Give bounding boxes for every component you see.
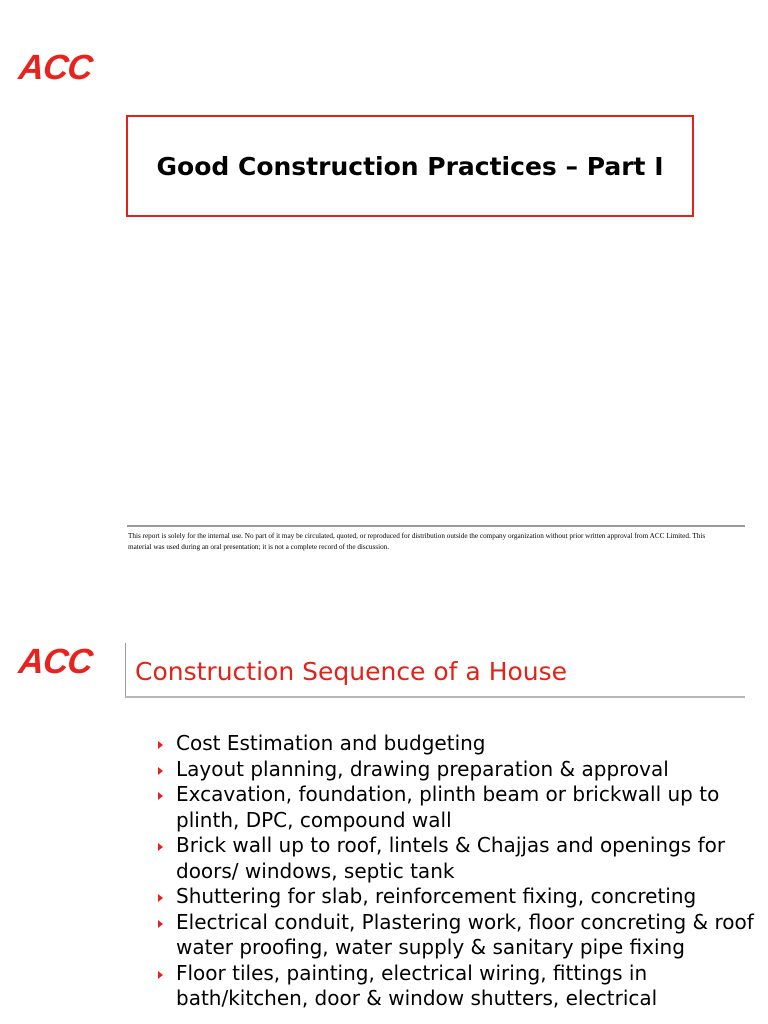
list-item-text: Floor tiles, painting, electrical wiring, fittings in bath/kitchen, door & window shutters, electrical	[176, 960, 658, 1010]
list-item-text: Electrical conduit, Plastering work, floor concreting & roof water proofing, water supply & sanitary pipe fixing	[176, 909, 754, 959]
list-item	[156, 833, 756, 884]
red-triangle-bullet-icon	[158, 843, 163, 851]
bullet-list	[156, 731, 756, 1012]
list-item	[156, 884, 756, 910]
red-triangle-bullet-icon	[158, 792, 163, 800]
list-item	[156, 757, 756, 783]
acc-logo: ACC	[16, 642, 94, 681]
list-item	[156, 782, 756, 833]
list-item-text: Brick wall up to roof, lintels & Chajjas and openings for doors/ windows, septic tank	[176, 833, 726, 883]
list-item-text: Shuttering for slab, reinforcement fixing, concreting	[176, 884, 697, 908]
red-triangle-bullet-icon	[158, 894, 163, 902]
slide-title: Good Construction Practices – Part I	[156, 151, 664, 181]
red-triangle-bullet-icon	[158, 920, 163, 928]
list-item-text: Cost Estimation and budgeting	[176, 731, 486, 755]
red-triangle-bullet-icon	[158, 741, 163, 749]
title-box	[126, 115, 694, 217]
section-title: Construction Sequence of a House	[135, 657, 568, 686]
list-item-text: Layout planning, drawing preparation & approval	[176, 756, 669, 781]
header-horizontal-divider	[125, 696, 745, 698]
red-triangle-bullet-icon	[158, 767, 163, 775]
list-item	[156, 731, 756, 757]
disclaimer-divider	[127, 525, 745, 527]
red-triangle-bullet-icon	[158, 971, 163, 979]
acc-logo: ACC	[16, 48, 94, 87]
list-item-text: Excavation, foundation, plinth beam or brickwall up to plinth, DPC, compound wall	[176, 782, 720, 832]
list-item	[156, 910, 756, 961]
disclaimer-text: This report is solely for the internal use. No part of it may be circulated, quoted, or reproduced for distribution outside the company organization without prior written approval from ACC Limited. This material was used during an oral presentation; it is not a complete record of the discussion.	[128, 532, 706, 551]
header-vertical-divider	[125, 643, 126, 697]
list-item	[156, 961, 756, 1012]
